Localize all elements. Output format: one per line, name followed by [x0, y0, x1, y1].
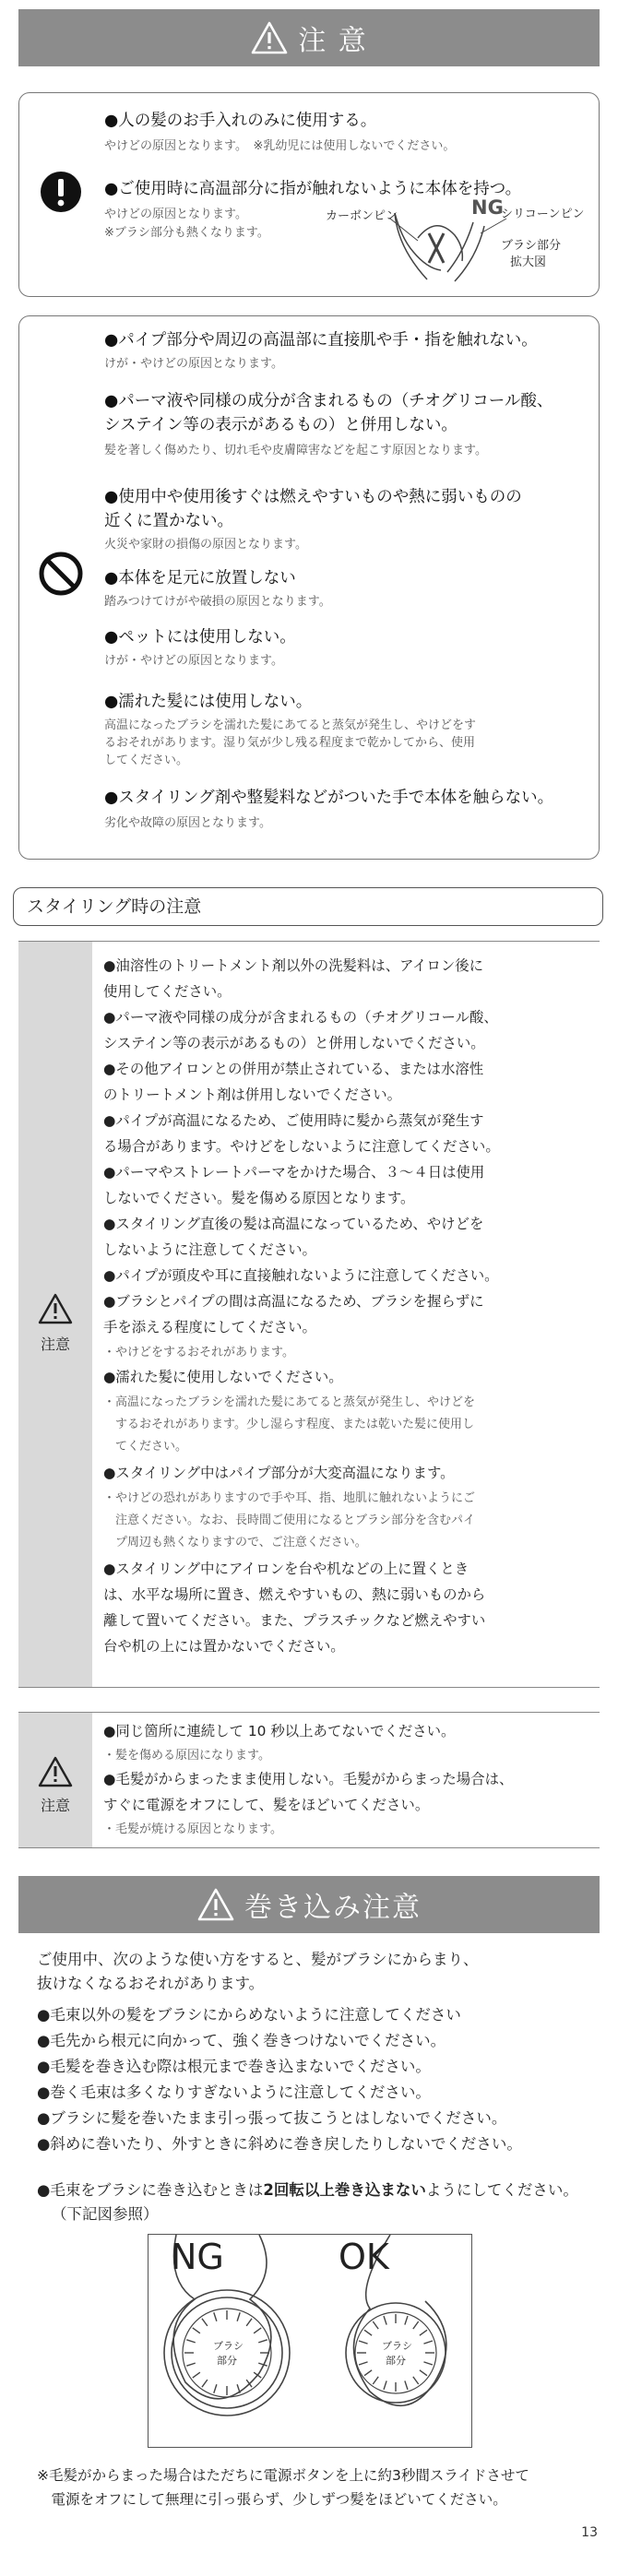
brush-bristle	[364, 2370, 372, 2376]
styling-line: ●スタイリング中にアイロンを台や机などの上に置くとき	[103, 1561, 469, 1577]
heat-line: ●毛髪がからまったまま使用しない。毛髪がからまった場合は、	[103, 1771, 514, 1787]
rolling-note	[37, 2178, 578, 2202]
box2-item3-bold2: 近くに置かない。	[104, 512, 233, 530]
prohibition-icon	[38, 551, 84, 597]
box1-item2-small2: ※ブラシ部分も熱くなります。	[104, 226, 269, 240]
styling-line: 手を添える程度にしてください。	[103, 1319, 316, 1335]
carbon-pin-label: カーボンピン	[326, 209, 398, 223]
rolling-note-bold: 2回転以上巻き込まない	[263, 2181, 426, 2199]
brush-bristle	[405, 2316, 408, 2325]
box2-item2-bold2: システイン等の表示があるもの）と併用しない。	[104, 416, 458, 434]
styling-line: しないでください。髪を傷める原因となります。	[103, 1190, 415, 1206]
rolling-title-bar	[18, 1876, 600, 1933]
styling-line: ●その他アイロンとの併用が禁止されている、または水溶性	[103, 1061, 484, 1077]
brush-bristle	[373, 2377, 378, 2384]
box2-item2-small: 髪を著しく傷めたり、切れ毛や皮膚障害などを起こす原因となります。	[104, 444, 487, 457]
heat-line: ●同じ箇所に連続して 10 秒以上あてないでください。	[103, 1723, 456, 1739]
box2-item4-bold: ●本体を足元に放置しない	[104, 569, 296, 588]
styling-caution-column	[18, 942, 92, 1687]
ok-brush-label-1: ブラシ	[382, 2340, 412, 2352]
caution-title: 注 意	[298, 25, 368, 57]
styling-line: ●スタイリング中はパイプ部分が大変高温になります。	[103, 1465, 455, 1481]
box2-item7-small: 劣化や故障の原因となります。	[104, 816, 271, 830]
styling-line: 使用してください。	[103, 983, 232, 1000]
brush-bristle	[214, 2312, 217, 2321]
styling-line: プ周辺も熱くなりますので、ご注意ください。	[103, 1536, 367, 1549]
styling-line: は、水平な場所に置き、燃えやすいもの、熱に弱いものから	[103, 1586, 486, 1603]
styling-warning-icon	[37, 1292, 74, 1325]
page-number: 13	[581, 2525, 598, 2540]
ng-label: NG	[471, 196, 504, 219]
rolling-intro-2: 抜けなくなるおそれがあります。	[37, 1975, 265, 1992]
box2-item6-small2: るおそれがあります。湿り気が少し残る程度まで乾かしてから、使用	[104, 736, 475, 750]
styling-line: ・高温になったブラシを濡れた髪にあてると蒸気が発生し、やけどを	[103, 1395, 476, 1409]
heat-line: ・髪を傷める原因になります。	[103, 1749, 270, 1763]
caution-title-bar	[18, 9, 600, 66]
styling-line: てください。	[103, 1440, 188, 1454]
styling-line: ●油溶性のトリートメント剤以外の洗髪料は、アイロン後に	[103, 957, 484, 974]
brush-bristle	[246, 2319, 252, 2326]
box2-item4-small: 踏みつけてけがや破損の原因となります。	[104, 595, 331, 609]
brush-bristle	[359, 2362, 368, 2365]
heat-caution-block	[18, 1712, 600, 1848]
brush-bristle	[420, 2370, 427, 2376]
styling-line: 台や机の上には置かないでください。	[103, 1638, 345, 1655]
brush-bristle	[384, 2380, 386, 2390]
rolling-bullet: ●毛髪を巻き込む際は根元まで巻き込まないでください。	[37, 2058, 431, 2075]
brush-bristle	[384, 2316, 386, 2325]
ng-ok-diagram	[148, 2234, 472, 2448]
diagram-ng-label: NG	[171, 2237, 224, 2277]
box2-item7-bold: ●スタイリング剤や整髪料などがついた手で本体を触らない。	[104, 789, 554, 807]
styling-line: ●パイプが頭皮や耳に直接触れないように注意してください。	[103, 1267, 499, 1284]
prohibition-box	[18, 315, 600, 860]
brush-bristle	[413, 2377, 419, 2384]
rolling-title: 巻き込み注意	[244, 1892, 422, 1924]
box1-item2-small1: やけどの原因となります。	[104, 208, 247, 221]
box2-item5-small: けが・やけどの原因となります。	[104, 654, 283, 668]
footnote-1: ※毛髪がからまった場合はただちに電源ボタンを上に約3秒間スライドさせて	[37, 2467, 529, 2484]
box2-item6-bold: ●濡れた髪には使用しない。	[104, 693, 313, 711]
warning-triangle-icon	[250, 20, 289, 55]
diagram-ok-label: OK	[339, 2237, 389, 2277]
enlarged-label: 拡大図	[510, 255, 547, 269]
brush-bristle	[405, 2380, 408, 2390]
heat-warning-icon	[37, 1755, 74, 1788]
brush-bristle	[420, 2330, 427, 2335]
brush-part-label: ブラシ部分	[501, 239, 562, 253]
box2-item3-small: 火災や家財の損傷の原因となります。	[104, 538, 307, 552]
brush-bristle	[254, 2372, 261, 2378]
box2-item6-small: 高温になったブラシを濡れた髪にあてると蒸気が発生し、やけどをす	[104, 718, 477, 732]
styling-line: ・やけどをするおそれがあります。	[103, 1346, 294, 1359]
styling-line: ●パーマやストレートパーマをかけた場合、３～４日は使用	[103, 1164, 485, 1181]
heat-line: ・毛髪が焼ける原因となります。	[103, 1822, 282, 1836]
box1-item2-bold: ●ご使用時に高温部分に指が触れないように本体を持つ。	[104, 180, 522, 198]
silicone-pin-label: シリコーンピン	[501, 208, 585, 221]
heat-line: すぐに電源をオフにして、髪をほどいてください。	[103, 1797, 430, 1813]
rolling-note-2: （下記図参照）	[52, 2205, 159, 2223]
brush-bristle	[373, 2321, 378, 2329]
styling-caution-label: 注意	[40, 1335, 70, 1353]
styling-line: するおそれがあります。少し湿らす程度、または乾いた髪に使用し	[103, 1418, 474, 1431]
rolling-bullet: ●巻く毛束は多くなりすぎないように注意してください。	[37, 2083, 431, 2101]
brush-bristle	[193, 2372, 200, 2378]
box2-item1-small: けが・やけどの原因となります。	[104, 357, 283, 371]
rolling-intro-1: ご使用中、次のような使い方をすると、髪がブラシにからまり、	[37, 1951, 479, 1968]
rolling-bullet: ●毛先から根元に向かって、強く巻きつけないでください。	[37, 2032, 446, 2049]
footnote-2: 電源をオフにして無理に引っ張らず、少しずつ髪をほどいてください。	[37, 2491, 507, 2508]
brush-bristle	[254, 2328, 261, 2333]
styling-line: 離して置いてください。また、プラスチックなど燃えやすい	[103, 1612, 486, 1629]
styling-line: ●濡れた髪に使用しないでください。	[103, 1369, 343, 1385]
box2-item1-bold: ●パイプ部分や周辺の高温部に直接肌や手・指を触れない。	[104, 331, 538, 350]
brush-bristle	[364, 2330, 372, 2335]
rolling-warning-triangle-icon	[196, 1887, 235, 1922]
box2-item2-bold: ●パーマ液や同様の成分が含まれるもの（チオグリコール酸、	[104, 392, 553, 410]
brush-bristle	[423, 2341, 433, 2344]
styling-line: しないように注意してください。	[103, 1241, 316, 1258]
ok-brush-label-2: 部分	[386, 2355, 406, 2367]
styling-line: ●スタイリング直後の髪は高温になっているため、やけどを	[103, 1216, 484, 1232]
brush-bristle	[237, 2312, 240, 2321]
brush-bristle	[258, 2340, 267, 2343]
ng-brush-label-2: 部分	[217, 2355, 237, 2367]
rolling-note-pre: ●毛束をブラシに巻き込むときは	[37, 2181, 264, 2199]
brush-bristle	[202, 2319, 208, 2326]
rolling-bullet: ●毛束以外の髪をブラシにからめないように注意してください	[37, 2006, 461, 2024]
styling-line: る場合があります。やけどをしないように注意してください。	[103, 1138, 500, 1155]
styling-text	[103, 955, 592, 1683]
mandatory-exclamation-icon	[40, 171, 82, 213]
rolling-note-post: ようにしてください。	[425, 2181, 578, 2199]
brush-bristle	[186, 2363, 196, 2366]
styling-line: ●ブラシとパイプの間は高温になるため、ブラシを握らずに	[103, 1293, 484, 1310]
box1-item1-bold: ●人の髪のお手入れのみに使用する。	[104, 112, 377, 130]
brush-bristle	[359, 2341, 368, 2344]
box1-item1-small: やけどの原因となります。 ※乳幼児には使用しないでください。	[104, 139, 456, 153]
rolling-bullet: ●斜めに巻いたり、外すときに斜めに巻き戻したりしないでください。	[37, 2135, 522, 2153]
rolling-bullet: ●ブラシに髪を巻いたまま引っ張って抜こうとはしないでください。	[37, 2109, 507, 2127]
brush-bristle	[186, 2340, 196, 2343]
box2-item5-bold: ●ペットには使用しない。	[104, 628, 296, 647]
mandatory-box	[18, 92, 600, 297]
box2-item6-small3: してください。	[104, 754, 189, 767]
styling-line: システイン等の表示があるもの）と併用しないでください。	[103, 1035, 485, 1051]
heat-caution-label: 注意	[40, 1797, 70, 1814]
brush-bristle	[413, 2321, 419, 2329]
styling-line: ●パイプが高温になるため、ご使用時に髪から蒸気が発生す	[103, 1112, 484, 1129]
styling-caution-block	[18, 941, 600, 1688]
styling-line: ・やけどの恐れがありますので手や耳、指、地肌に触れないようにご	[103, 1491, 476, 1505]
brush-bristle	[202, 2380, 208, 2387]
brush-bristle	[214, 2384, 217, 2393]
brush-bristle	[423, 2362, 433, 2365]
ng-brush-label-1: ブラシ	[213, 2340, 244, 2352]
styling-section-header: スタイリング時の注意	[13, 887, 603, 926]
heat-caution-column	[18, 1713, 92, 1847]
styling-line: のトリートメント剤は併用しないでください。	[103, 1086, 402, 1103]
brush-bristle	[193, 2328, 200, 2333]
box2-item3-bold: ●使用中や使用後すぐは燃えやすいものや熱に弱いものの	[104, 488, 522, 506]
styling-line: 注意ください。なお、長時間ご使用になるとブラシ部分を含むパイ	[103, 1514, 476, 1527]
brush-enlarged-diagram	[326, 196, 593, 289]
styling-line: ●パーマ液や同様の成分が含まれるもの（チオグリコール酸、	[103, 1009, 498, 1026]
